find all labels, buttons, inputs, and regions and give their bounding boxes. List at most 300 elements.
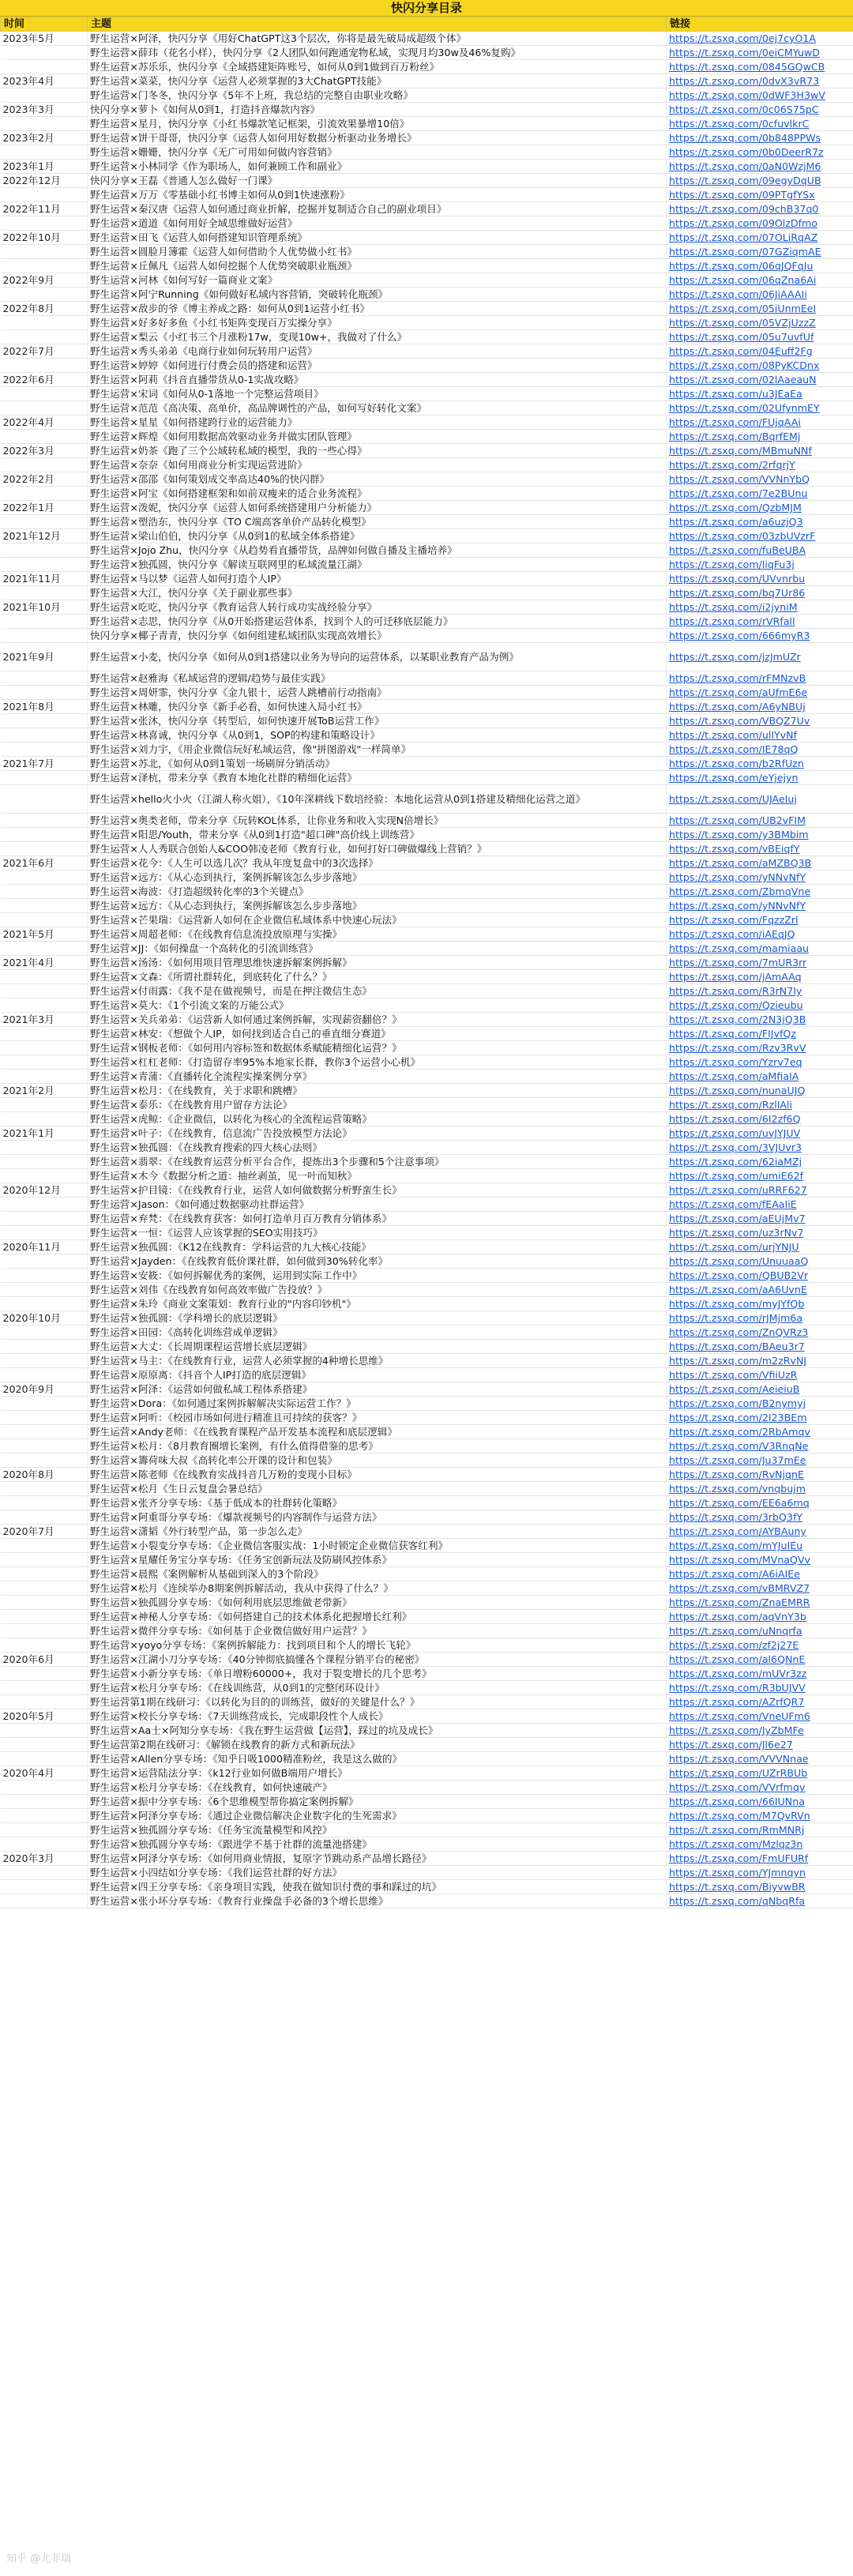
share-link[interactable]: https://t.zsxq.com/UJAeIuj bbox=[669, 793, 797, 805]
cell-time bbox=[1, 1041, 88, 1055]
cell-topic: 野生运营×周超老师：《在线教育信息流投放原理与实操》 bbox=[88, 927, 667, 942]
cell-topic: 野生运营×刘力宇，《用企业微信玩好私域运营，像"拼图游戏"一样简单》 bbox=[88, 743, 667, 757]
cell-time: 2023年5月 bbox=[1, 32, 88, 46]
share-link[interactable]: https://t.zsxq.com/JyZbMFe bbox=[669, 1724, 804, 1736]
cell-link bbox=[667, 1596, 853, 1610]
cell-topic: 野生运营×安筱：《如何拆解优秀的案例，运用到实际工作中》 bbox=[88, 1269, 667, 1283]
share-link[interactable]: https://t.zsxq.com/0eiCMYuwD bbox=[669, 47, 820, 58]
share-link[interactable]: https://t.zsxq.com/aA6UvnE bbox=[669, 1284, 807, 1296]
cell-topic: 野生运营×小新分享专场：《单日增粉60000+，我对于裂变增长的几个思考》 bbox=[88, 1667, 667, 1681]
cell-time: 2023年3月 bbox=[1, 103, 88, 117]
cell-topic: 野生运营×微伴分享专场：《如何基于企业微信做好用户运营？》 bbox=[88, 1624, 667, 1638]
cell-time bbox=[1, 1795, 88, 1809]
share-link[interactable]: https://t.zsxq.com/07GZiqmAE bbox=[669, 246, 821, 258]
share-link[interactable]: https://t.zsxq.com/Ju37mEe bbox=[669, 1454, 806, 1466]
table-row bbox=[1, 430, 853, 444]
cell-time: 2023年2月 bbox=[1, 131, 88, 145]
share-link[interactable]: https://t.zsxq.com/ulIYvNf bbox=[669, 729, 798, 741]
cell-time bbox=[1, 1624, 88, 1638]
share-link[interactable]: https://t.zsxq.com/BiyvwBR bbox=[669, 1881, 806, 1893]
cell-link bbox=[667, 643, 853, 671]
share-link[interactable]: https://t.zsxq.com/vnqbujm bbox=[669, 1483, 806, 1495]
share-link[interactable]: https://t.zsxq.com/R3rN7Iy bbox=[669, 985, 802, 997]
table-row bbox=[1, 188, 853, 202]
cell-topic: 野生运营×星星《如何搭建跨行业的运营能力》 bbox=[88, 416, 667, 430]
cell-link bbox=[667, 1525, 853, 1539]
cell-link bbox=[667, 60, 853, 74]
share-link[interactable]: https://t.zsxq.com/VVNnYbQ bbox=[669, 473, 810, 485]
cell-topic: 野生运营×独孤圆：《学科增长的底层逻辑》 bbox=[88, 1311, 667, 1326]
share-link[interactable]: https://t.zsxq.com/VfiiUzR bbox=[669, 1369, 798, 1381]
table-row bbox=[1, 1653, 853, 1667]
cell-link bbox=[667, 416, 853, 430]
share-link[interactable]: https://t.zsxq.com/BAeu3r7 bbox=[669, 1341, 805, 1352]
page-title: 快闪分享目录 bbox=[0, 0, 853, 17]
table-row bbox=[1, 1539, 853, 1553]
table-row bbox=[1, 1738, 853, 1752]
cell-link bbox=[667, 1695, 853, 1709]
table-row bbox=[1, 1141, 853, 1155]
share-link[interactable]: https://t.zsxq.com/eYjejyn bbox=[669, 772, 799, 784]
table-row bbox=[1, 458, 853, 472]
share-link[interactable]: https://t.zsxq.com/b2RfUzn bbox=[669, 758, 804, 769]
cell-topic: 野生运营第2期在线研习：《解锁在线教育的新方式和新玩法》 bbox=[88, 1738, 667, 1752]
cell-link bbox=[667, 145, 853, 160]
table-row bbox=[1, 245, 853, 259]
share-link[interactable]: https://t.zsxq.com/0aN0WzjM6 bbox=[669, 160, 821, 172]
share-link[interactable]: https://t.zsxq.com/u3JEaEa bbox=[669, 388, 802, 400]
cell-topic: 野生运营×Jojo Zhu，快闪分享《从趋势看直播带货，品牌如何做自播及主播培养》 bbox=[88, 543, 667, 558]
share-link[interactable]: https://t.zsxq.com/i2jyniM bbox=[669, 601, 798, 613]
table-row bbox=[1, 1610, 853, 1624]
share-link[interactable]: https://t.zsxq.com/aEUjMv7 bbox=[669, 1213, 806, 1224]
cell-link bbox=[667, 671, 853, 686]
share-link[interactable]: https://t.zsxq.com/B2nymyj bbox=[669, 1397, 806, 1409]
share-link[interactable]: https://t.zsxq.com/vBMRVZ7 bbox=[669, 1582, 810, 1594]
share-link[interactable]: https://t.zsxq.com/UZrRBUb bbox=[669, 1767, 808, 1779]
cell-link bbox=[667, 1041, 853, 1055]
cell-time bbox=[1, 1283, 88, 1297]
share-link[interactable]: https://t.zsxq.com/UnuuaaQ bbox=[669, 1255, 809, 1267]
cell-time: 2020年12月 bbox=[1, 1183, 88, 1198]
share-link[interactable]: https://t.zsxq.com/02UfynmEY bbox=[669, 402, 820, 414]
cell-topic: 野生运营×阿泽分享专场：《通过企业微信解决企业数字化的生死需求》 bbox=[88, 1809, 667, 1823]
cell-time bbox=[1, 1411, 88, 1425]
table-row bbox=[1, 1439, 853, 1453]
share-link[interactable]: https://t.zsxq.com/bq7Ur86 bbox=[669, 587, 806, 599]
share-link[interactable]: https://t.zsxq.com/UVvnrbu bbox=[669, 573, 806, 585]
cell-topic: 野生运营×原原离：《抖音个人IP打造的底层逻辑》 bbox=[88, 1368, 667, 1382]
share-link[interactable]: https://t.zsxq.com/FqzzZrl bbox=[669, 914, 799, 926]
share-link[interactable]: https://t.zsxq.com/jAmAAq bbox=[669, 971, 802, 983]
cell-topic: 野生运营×大江，快闪分享《关于副业那些事》 bbox=[88, 586, 667, 600]
share-link[interactable]: https://t.zsxq.com/iAEqJQ bbox=[669, 928, 795, 940]
table-row bbox=[1, 1453, 853, 1468]
cell-time bbox=[1, 259, 88, 273]
share-link[interactable]: https://t.zsxq.com/VVrfmqv bbox=[669, 1781, 806, 1793]
share-link[interactable]: https://t.zsxq.com/ZnQVRz3 bbox=[669, 1326, 809, 1338]
cell-link bbox=[667, 515, 853, 529]
cell-time: 2021年4月 bbox=[1, 956, 88, 970]
share-link[interactable]: https://t.zsxq.com/MBmuNNf bbox=[669, 445, 812, 457]
cell-topic: 野生运营×一恒：《运营人应该掌握的SEO实用技巧》 bbox=[88, 1226, 667, 1240]
share-link[interactable]: https://t.zsxq.com/2RbAmqv bbox=[669, 1426, 810, 1438]
cell-topic: 野生运营×阿宝《如何搭建框架和如前双瘦来的适合业务流程》 bbox=[88, 487, 667, 501]
cell-topic: 野生运营×阿泽分享专场：《如何用商业情报，复原字节跳动系产品增长路径》 bbox=[88, 1852, 667, 1866]
cell-link bbox=[667, 1027, 853, 1041]
cell-time bbox=[1, 216, 88, 231]
cell-link bbox=[667, 1311, 853, 1326]
share-link[interactable]: https://t.zsxq.com/0b848PPWs bbox=[669, 132, 821, 144]
cell-topic: 野生运营×林喜诚，快闪分享《从0到1，SOP的构建和策略设计》 bbox=[88, 728, 667, 743]
share-link[interactable]: https://t.zsxq.com/qNbqRfa bbox=[669, 1895, 806, 1907]
share-link[interactable]: https://t.zsxq.com/liqFu3j bbox=[669, 558, 795, 570]
share-link[interactable]: https://t.zsxq.com/VneUFm6 bbox=[669, 1710, 810, 1722]
share-link[interactable]: https://t.zsxq.com/2I23BEm bbox=[669, 1412, 807, 1423]
share-link[interactable]: https://t.zsxq.com/BqrfEMj bbox=[669, 431, 801, 442]
cell-time bbox=[1, 615, 88, 629]
share-link[interactable]: https://t.zsxq.com/04Euff2Fg bbox=[669, 345, 813, 357]
cell-link bbox=[667, 828, 853, 842]
share-link[interactable]: https://t.zsxq.com/02lAaeauN bbox=[669, 374, 817, 385]
share-link[interactable]: https://t.zsxq.com/aMZBQ3B bbox=[669, 857, 812, 869]
table-row bbox=[1, 1482, 853, 1496]
table-row bbox=[1, 629, 853, 643]
cell-topic: 野生运营×独孤圆，快闪分享《解读互联网里的私域流量江湖》 bbox=[88, 558, 667, 572]
cell-link bbox=[667, 771, 853, 785]
cell-link bbox=[667, 600, 853, 615]
share-link[interactable]: https://t.zsxq.com/jzJmUZr bbox=[669, 651, 801, 663]
share-link[interactable]: https://t.zsxq.com/yNNvNfY bbox=[669, 900, 806, 912]
share-link[interactable]: https://t.zsxq.com/AeieiuB bbox=[669, 1383, 800, 1395]
cell-topic: 野生运营×松月：《8月教育圈增长案例，有什么值得借鉴的思考》 bbox=[88, 1439, 667, 1453]
share-link[interactable]: https://t.zsxq.com/Qzieubu bbox=[669, 999, 803, 1011]
cell-link bbox=[667, 1183, 853, 1198]
cell-topic: 野生运营×泽杭，带来分享《教育本地化社群的精细化运营》 bbox=[88, 771, 667, 785]
share-link[interactable]: https://t.zsxq.com/rJMjm6a bbox=[669, 1312, 803, 1324]
share-link[interactable]: https://t.zsxq.com/RmMNRj bbox=[669, 1824, 805, 1836]
share-link[interactable]: https://t.zsxq.com/yNNvNfY bbox=[669, 871, 806, 883]
table-row bbox=[1, 131, 853, 145]
share-link[interactable]: https://t.zsxq.com/0ej7cyO1A bbox=[669, 32, 817, 44]
cell-time bbox=[1, 671, 88, 686]
share-link[interactable]: https://t.zsxq.com/05VZjUzzZ bbox=[669, 317, 816, 329]
table-row bbox=[1, 1183, 853, 1198]
share-link[interactable]: https://t.zsxq.com/rVRfall bbox=[669, 615, 795, 627]
cell-time bbox=[1, 1439, 88, 1453]
cell-topic: 野生运营×关兵弟弟：《运营新人如何通过案例拆解，实现薪资翻倍？》 bbox=[88, 1013, 667, 1027]
table-row bbox=[1, 871, 853, 885]
cell-topic: 野生运营×星耀任务宝分享专场：《任务宝创新玩法及防刷风控体系》 bbox=[88, 1553, 667, 1567]
cell-time bbox=[1, 1781, 88, 1795]
cell-link bbox=[667, 1667, 853, 1681]
table-row bbox=[1, 543, 853, 558]
cell-time bbox=[1, 387, 88, 401]
cell-topic: 野生运营×独孤圆分享专场：《任务宝流量模型和风控》 bbox=[88, 1823, 667, 1837]
share-link[interactable]: https://t.zsxq.com/07OLiRqAZ bbox=[669, 231, 818, 243]
table-row bbox=[1, 1382, 853, 1397]
cell-time bbox=[1, 1823, 88, 1837]
share-link[interactable]: https://t.zsxq.com/09egyDqUB bbox=[669, 175, 821, 186]
cell-time bbox=[1, 1340, 88, 1354]
cell-topic: 野生运营×Jayden：《在线教育低价课社群，如何做到30%转化率》 bbox=[88, 1254, 667, 1269]
cell-topic: 野生运营×籌荷味大叔《高转化率公开课的设计和包装》 bbox=[88, 1453, 667, 1468]
share-link[interactable]: https://t.zsxq.com/m2zRvNJ bbox=[669, 1355, 807, 1367]
share-link[interactable]: https://t.zsxq.com/R3bUJVV bbox=[669, 1682, 806, 1694]
share-link[interactable]: https://t.zsxq.com/05u7uvfUf bbox=[669, 331, 814, 343]
share-link[interactable]: https://t.zsxq.com/0845GQwCB bbox=[669, 61, 825, 73]
share-link[interactable]: https://t.zsxq.com/nunaUJQ bbox=[669, 1085, 806, 1096]
share-link[interactable]: https://t.zsxq.com/mamiaau bbox=[669, 942, 810, 954]
share-link[interactable]: https://t.zsxq.com/QzbMJM bbox=[669, 502, 802, 513]
cell-topic: 野生运营×辉煌《如何用数据高效驱动业务并做实团队管理》 bbox=[88, 430, 667, 444]
share-link[interactable]: https://t.zsxq.com/IE78qQ bbox=[669, 743, 799, 755]
cell-link bbox=[667, 160, 853, 174]
cell-topic: 野生运营×秦汉唐《运营人如何通过商业折解，挖掘并复制适合自己的副业项目》 bbox=[88, 202, 667, 216]
share-link[interactable]: https://t.zsxq.com/6I2zf6Q bbox=[669, 1113, 801, 1125]
cell-link bbox=[667, 288, 853, 302]
share-link[interactable]: https://t.zsxq.com/09chB37q0 bbox=[669, 203, 819, 215]
share-link[interactable]: https://t.zsxq.com/uRRF627 bbox=[669, 1184, 807, 1196]
share-link[interactable]: https://t.zsxq.com/VBQZ7Uv bbox=[669, 715, 810, 727]
cell-topic: 野生运营×奈奈《如何用商业分析实现运营进阶》 bbox=[88, 458, 667, 472]
table-row bbox=[1, 1596, 853, 1610]
cell-time: 2022年4月 bbox=[1, 416, 88, 430]
cell-topic: 野生运营×林安：《想做个人IP，如何找到适合自己的垂直细分赛道》 bbox=[88, 1027, 667, 1041]
share-link[interactable]: https://t.zsxq.com/vBEiqfY bbox=[669, 843, 800, 855]
share-link[interactable]: https://t.zsxq.com/urjYNJU bbox=[669, 1241, 799, 1253]
cell-topic: 野生运营×四王分享专场：《亲身项目实践，使我在做知识付费的事和踩过的坑》 bbox=[88, 1880, 667, 1894]
share-link[interactable]: https://t.zsxq.com/A6iAIEe bbox=[669, 1568, 801, 1580]
share-link[interactable]: https://t.zsxq.com/3VJUvr3 bbox=[669, 1141, 802, 1153]
cell-time bbox=[1, 1169, 88, 1183]
cell-topic: 野生运营×海波：《打造超级转化率的3个关键点》 bbox=[88, 885, 667, 899]
share-link[interactable]: https://t.zsxq.com/AYBAuny bbox=[669, 1525, 806, 1537]
share-link[interactable]: https://t.zsxq.com/666myR3 bbox=[669, 630, 810, 641]
cell-time bbox=[1, 1681, 88, 1695]
share-link[interactable]: https://t.zsxq.com/umiE62f bbox=[669, 1170, 804, 1182]
cell-time bbox=[1, 117, 88, 131]
cell-time bbox=[1, 1510, 88, 1525]
cell-link bbox=[667, 1766, 853, 1781]
cell-time bbox=[1, 743, 88, 757]
share-link[interactable]: https://t.zsxq.com/06qJQFqJu bbox=[669, 260, 814, 272]
cell-topic: 野生运营×文森：《所谓社群转化，到底转化了什么？》 bbox=[88, 970, 667, 984]
share-link[interactable]: https://t.zsxq.com/uNnqrfa bbox=[669, 1625, 802, 1637]
cell-topic: 野生运营×好多好多鱼《小红书矩阵变现百万实操分享》 bbox=[88, 316, 667, 330]
table-row bbox=[1, 1681, 853, 1695]
table-row bbox=[1, 615, 853, 629]
share-link[interactable]: https://t.zsxq.com/al6QNnE bbox=[669, 1653, 806, 1665]
share-link[interactable]: https://t.zsxq.com/06JiAAAIi bbox=[669, 288, 807, 300]
cell-time bbox=[1, 1866, 88, 1880]
cell-topic: 野生运营×林雕，快闪分享《新手必看，如何快速入局小红书》 bbox=[88, 700, 667, 714]
cell-topic: 野生运营×河林《如何写好一篇商业文案》 bbox=[88, 273, 667, 288]
share-link[interactable]: https://t.zsxq.com/06qZna6Ai bbox=[669, 274, 817, 286]
table-row bbox=[1, 1283, 853, 1297]
table-row bbox=[1, 1254, 853, 1269]
share-link[interactable]: https://t.zsxq.com/08PyKCDnx bbox=[669, 359, 820, 371]
share-link[interactable]: https://t.zsxq.com/Mzlqz3n bbox=[669, 1838, 803, 1850]
share-link[interactable]: https://t.zsxq.com/mUVr3zz bbox=[669, 1668, 807, 1679]
share-link[interactable]: https://t.zsxq.com/V3RnqNe bbox=[669, 1440, 809, 1452]
share-link[interactable]: https://t.zsxq.com/09OlzDfmo bbox=[669, 217, 817, 229]
share-link[interactable]: https://t.zsxq.com/7mUR3rr bbox=[669, 957, 807, 968]
cell-time bbox=[1, 1425, 88, 1439]
share-link[interactable]: https://t.zsxq.com/EE6a6mq bbox=[669, 1497, 810, 1509]
cell-time: 2021年7月 bbox=[1, 757, 88, 771]
share-link[interactable]: https://t.zsxq.com/62iaMZj bbox=[669, 1156, 802, 1168]
share-link[interactable]: https://t.zsxq.com/03zbUVzrF bbox=[669, 530, 816, 542]
cell-link bbox=[667, 1724, 853, 1738]
table-row bbox=[1, 1326, 853, 1340]
cell-time bbox=[1, 46, 88, 60]
share-link[interactable]: https://t.zsxq.com/M7QvRVn bbox=[669, 1810, 810, 1822]
share-link[interactable]: https://t.zsxq.com/0c06S75pC bbox=[669, 103, 819, 115]
cell-time bbox=[1, 1453, 88, 1468]
table-row bbox=[1, 302, 853, 316]
share-link[interactable]: https://t.zsxq.com/Yzrv7eq bbox=[669, 1056, 802, 1068]
cell-time: 2020年8月 bbox=[1, 1468, 88, 1482]
table-row bbox=[1, 46, 853, 60]
cell-link bbox=[667, 1567, 853, 1581]
cell-topic: 野生运营×田园：《高转化训练营成单逻辑》 bbox=[88, 1326, 667, 1340]
share-link[interactable]: https://t.zsxq.com/0dvX3vR73 bbox=[669, 75, 820, 87]
cell-topic: 野生运营×晨熙《案例解析从基础到深入的3个阶段》 bbox=[88, 1567, 667, 1581]
cell-time bbox=[1, 1141, 88, 1155]
cell-time bbox=[1, 515, 88, 529]
share-link[interactable]: https://t.zsxq.com/aUfmE6e bbox=[669, 686, 808, 698]
share-link[interactable]: https://t.zsxq.com/uz3rNv7 bbox=[669, 1227, 804, 1239]
share-link[interactable]: https://t.zsxq.com/UB2vFIM bbox=[669, 814, 806, 826]
cell-topic: 野生运营×Jason：《如何通过数据驱动社群运营》 bbox=[88, 1198, 667, 1212]
table-row bbox=[1, 1126, 853, 1141]
cell-time bbox=[1, 1610, 88, 1624]
share-link[interactable]: https://t.zsxq.com/ZbmqVne bbox=[669, 886, 811, 897]
cell-topic: 野生运营×小裂变分享专场：《企业微信客服实战：1小时锁定企业微信获客红利》 bbox=[88, 1539, 667, 1553]
table-row bbox=[1, 74, 853, 88]
table-row bbox=[1, 913, 853, 927]
table-row bbox=[1, 1340, 853, 1354]
table-row bbox=[1, 174, 853, 188]
share-link[interactable]: https://t.zsxq.com/09PTgfYSx bbox=[669, 189, 815, 201]
share-link[interactable]: https://t.zsxq.com/FIJvfQz bbox=[669, 1028, 796, 1040]
share-link[interactable]: https://t.zsxq.com/05iUnmEeI bbox=[669, 303, 817, 314]
cell-topic: 野生运营×松月分享专场：《在线训练营，从0到1的完整闭环设计》 bbox=[88, 1681, 667, 1695]
share-link[interactable]: https://t.zsxq.com/3rbQ3fY bbox=[669, 1511, 803, 1523]
table-row bbox=[1, 1525, 853, 1539]
table-row bbox=[1, 1510, 853, 1525]
share-link[interactable]: https://t.zsxq.com/aMfiaIA bbox=[669, 1070, 799, 1082]
share-link[interactable]: https://t.zsxq.com/MVnaQVv bbox=[669, 1554, 811, 1566]
share-link[interactable]: https://t.zsxq.com/y3BMbim bbox=[669, 829, 809, 840]
table-row bbox=[1, 117, 853, 131]
cell-link bbox=[667, 1397, 853, 1411]
cell-link bbox=[667, 1354, 853, 1368]
share-link[interactable]: https://t.zsxq.com/66IUNna bbox=[669, 1796, 805, 1807]
share-link[interactable]: https://t.zsxq.com/Jl6e27 bbox=[669, 1739, 793, 1751]
share-link[interactable]: https://t.zsxq.com/0cfuvlkrC bbox=[669, 118, 810, 130]
cell-time bbox=[1, 586, 88, 600]
table-row bbox=[1, 1837, 853, 1852]
share-link[interactable]: https://t.zsxq.com/Rzv3RvV bbox=[669, 1042, 806, 1054]
cell-link bbox=[667, 359, 853, 373]
table-row bbox=[1, 1055, 853, 1070]
cell-link bbox=[667, 1112, 853, 1126]
cell-link bbox=[667, 1198, 853, 1212]
table-row bbox=[1, 359, 853, 373]
share-link[interactable]: https://t.zsxq.com/2rfqrjY bbox=[669, 459, 795, 471]
share-link[interactable]: https://t.zsxq.com/RvNjqnE bbox=[669, 1469, 804, 1480]
share-link[interactable]: https://t.zsxq.com/RzlIAli bbox=[669, 1099, 793, 1111]
share-link[interactable]: https://t.zsxq.com/2N3jQ3B bbox=[669, 1013, 806, 1025]
share-link[interactable]: https://t.zsxq.com/FmUFURf bbox=[669, 1852, 809, 1864]
cell-link bbox=[667, 501, 853, 515]
share-link[interactable]: https://t.zsxq.com/0dWF3H3wV bbox=[669, 89, 825, 101]
cell-time bbox=[1, 1496, 88, 1510]
cell-link bbox=[667, 714, 853, 728]
share-link[interactable]: https://t.zsxq.com/FUjqAAi bbox=[669, 416, 801, 428]
share-link[interactable]: https://t.zsxq.com/VVVNnae bbox=[669, 1753, 809, 1765]
cell-link bbox=[667, 302, 853, 316]
cell-link bbox=[667, 1468, 853, 1482]
share-link[interactable]: https://t.zsxq.com/mYJuIEu bbox=[669, 1540, 803, 1551]
share-link[interactable]: https://t.zsxq.com/QBUB2Vr bbox=[669, 1269, 809, 1281]
cell-topic: 野生运营×志思，快闪分享《从0开始搭建运营体系，找到个人的可迁移底层能力》 bbox=[88, 615, 667, 629]
cell-link bbox=[667, 984, 853, 998]
share-link[interactable]: https://t.zsxq.com/AZrfQR7 bbox=[669, 1696, 805, 1708]
cell-topic: 野生运营×杠杠老师：《打造留存率95%本地家长群，教你3个运营小心机》 bbox=[88, 1055, 667, 1070]
cell-link bbox=[667, 629, 853, 643]
share-link[interactable]: https://t.zsxq.com/7e2BUnu bbox=[669, 487, 808, 499]
share-link[interactable]: https://t.zsxq.com/uvJYJUV bbox=[669, 1127, 801, 1139]
share-link[interactable]: https://t.zsxq.com/0b0DeerR7z bbox=[669, 146, 824, 158]
table-row bbox=[1, 316, 853, 330]
cell-time bbox=[1, 316, 88, 330]
share-link[interactable]: https://t.zsxq.com/zf2j27E bbox=[669, 1639, 799, 1651]
cell-topic: 野生运营×阿莉《抖音直播带货从0-1实战攻略》 bbox=[88, 373, 667, 387]
cell-time bbox=[1, 1738, 88, 1752]
table-row bbox=[1, 1027, 853, 1041]
share-link[interactable]: https://t.zsxq.com/YJmnqyn bbox=[669, 1867, 806, 1878]
share-link[interactable]: https://t.zsxq.com/myJYfQb bbox=[669, 1298, 805, 1310]
table-row bbox=[1, 160, 853, 174]
share-link[interactable]: https://t.zsxq.com/rFMNzvB bbox=[669, 672, 806, 684]
share-link[interactable]: https://t.zsxq.com/aqVnY3b bbox=[669, 1611, 806, 1623]
cell-topic: 野生运营×门冬冬，快闪分享《5年不上班，我总结的完整自由职业攻略》 bbox=[88, 88, 667, 103]
cell-topic: 野生运营×校长分享专场：《7天训练营成长，完成职段性个人成长》 bbox=[88, 1709, 667, 1724]
cell-link bbox=[667, 245, 853, 259]
table-row bbox=[1, 60, 853, 74]
share-link[interactable]: https://t.zsxq.com/ZnaEMRR bbox=[669, 1596, 810, 1608]
cell-topic: 野生运营×yoyo分享专场：《案例拆解能力：找到项目和个人的增长飞轮》 bbox=[88, 1638, 667, 1653]
cell-link bbox=[667, 273, 853, 288]
cell-time bbox=[1, 1354, 88, 1368]
cell-topic: 野生运营×Dora：《如何通过案例拆解解决实际运营工作？》 bbox=[88, 1397, 667, 1411]
table-row bbox=[1, 1212, 853, 1226]
cell-time: 2022年11月 bbox=[1, 202, 88, 216]
table-row bbox=[1, 927, 853, 942]
cell-link bbox=[667, 785, 853, 814]
share-link[interactable]: https://t.zsxq.com/A6yNBUj bbox=[669, 701, 806, 713]
share-link[interactable]: https://t.zsxq.com/fuBeUBA bbox=[669, 544, 806, 556]
cell-link bbox=[667, 46, 853, 60]
cell-link bbox=[667, 757, 853, 771]
cell-link bbox=[667, 231, 853, 245]
share-link[interactable]: https://t.zsxq.com/a6uzjQ3 bbox=[669, 516, 803, 528]
share-link[interactable]: https://t.zsxq.com/fEAaIiE bbox=[669, 1198, 797, 1210]
cell-topic: 野生运营×花今：《人生可以选几次？我从年度复盘中的3次选择》 bbox=[88, 856, 667, 871]
